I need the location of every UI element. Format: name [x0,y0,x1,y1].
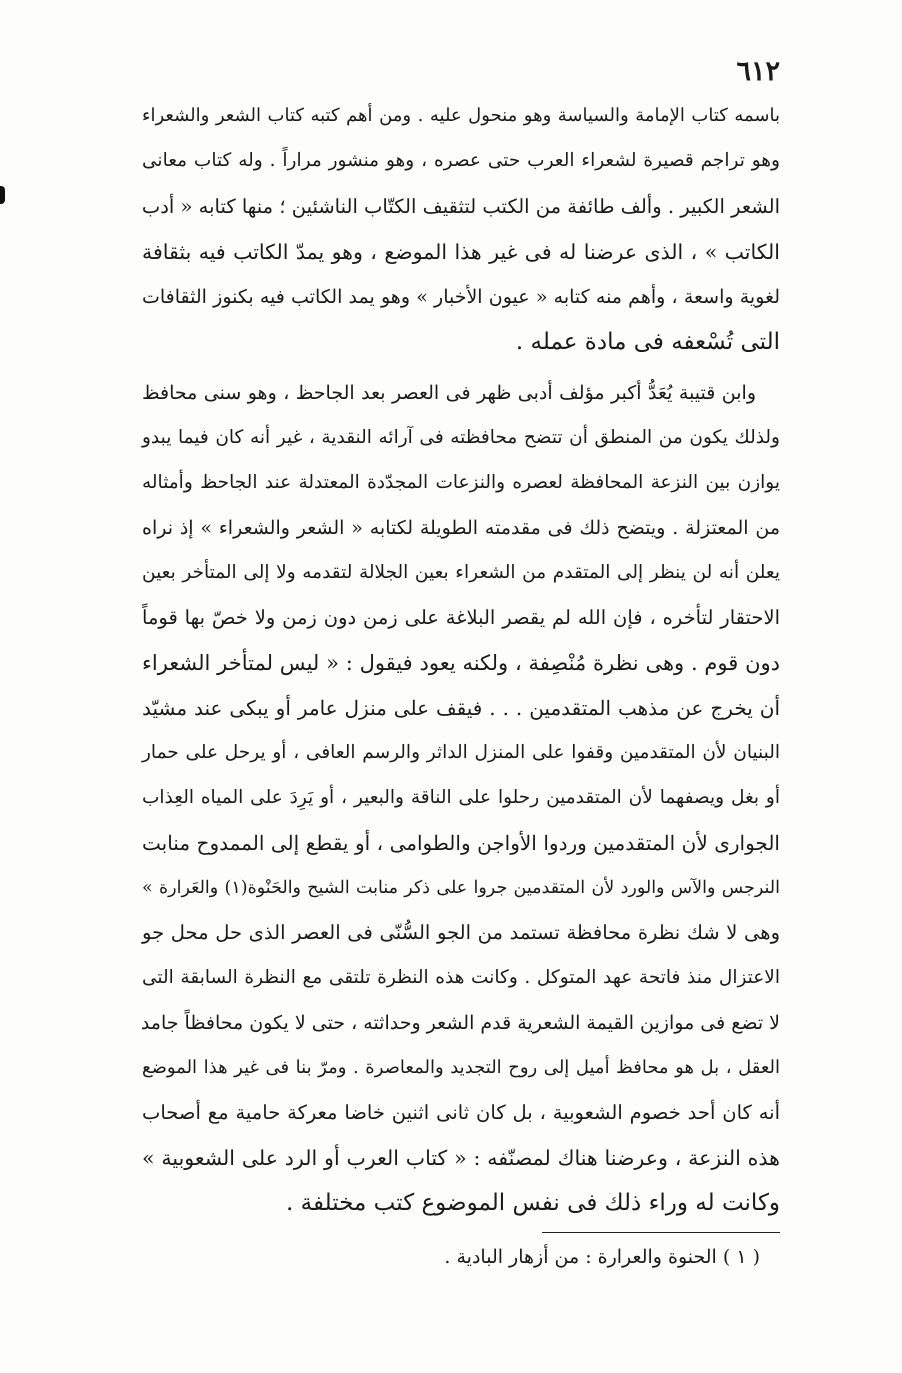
paragraph-2-line-8: أن يخرج عن مذهب المتقدمين . . . فيقف على منزل عامر أو يبكى عند مشيّد [142,696,780,720]
paragraph-2-line-7: دون قوم . وهى نظرة مُنْصِفة ، ولكنه يعود فيقول : « ليس لمتأخر الشعراء [142,651,780,675]
paragraph-2-line-16: العقل ، بل هو محافظ أميل إلى روح التجديد والمعاصرة . ومرّ بنا فى غير هذا الموضع [142,1057,780,1078]
paragraph-2-line-15: لا تضع فى موازين القيمة الشعرية قدم الشعر وحداثته ، حتى لا يكون محافظاً جامد [140,1012,780,1034]
footnote: ( ١ ) الحنوة والعرارة : من أزهار البادية . [444,1246,760,1268]
paragraph-2-line-17: أنه كان أحد خصوم الشعوبية ، بل كان ثانى اثنين خاضا معركة حامية مع أصحاب [142,1101,780,1124]
page-edge-mark [0,186,5,204]
paragraph-1-line-3: الشعر الكبير . وألف طائفة من الكتب لتثقيف الكتّاب الناشئين ؛ منها كتابه « أدب [141,195,780,218]
paragraph-2-line-5: يعلن أنه لن ينظر إلى المتقدم من الشعراء بعين الجلالة لتقدمه ولا إلى المتأخر بعين [142,562,780,583]
paragraph-1-line-1: باسمه كتاب الإمامة والسياسة وهو منحول عليه . ومن أهم كتبه كتاب الشعر والشعراء [142,105,780,126]
paragraph-1-line-2: وهو تراجم قصيرة لشعراء العرب حتى عصره ، وهو منشور مراراً . وله كتاب معانى [142,150,780,171]
paragraph-2-line-12: النرجس والآس والورد لأن المتقدمين جروا على ذكر منابت الشيح والحَنْوة(١) والعَرارة » [142,878,780,898]
paragraph-2-line-4: من المعتزلة . ويتضح ذلك فى مقدمته الطويلة لكتابه « الشعر والشعراء » إذ نراه [142,517,780,539]
paragraph-2-line-10: أو بغل ويصفهما لأن المتقدمين رحلوا على الناقة والبعير ، أو يَرِدَ على المياه العِذاب [142,787,780,808]
paragraph-2-line-9: البنيان لأن المتقدمين وقفوا على المنزل الداثر والرسم العافى ، أو يرحل على حمار [142,742,780,763]
paragraph-2-line-13: وهى لا شك نظرة محافظة تستمد من الجو السُّنّى فى العصر الذى حل محل جو [142,921,780,944]
paragraph-2-line-11: الجوارى لأن المتقدمين وردوا الأواجن والطوامى ، أو يقطع إلى الممدوح منابت [142,831,780,855]
paragraph-1-line-5: لغوية واسعة ، وأهم منه كتابه « عيون الأخبار » وهو يمد الكاتب فيه بكنوز الثقافات [142,286,780,308]
paragraph-1-line-6: التى تُسْعفه فى مادة عمله . [515,329,780,355]
paragraph-2-line-1: وابن قتيبة يُعَدُّ أكبر مؤلف أدبى ظهر فى العصر بعد الجاحظ ، وهو سنى محافظ [142,382,756,404]
paragraph-2-line-3: يوازن بين النزعة المحافظة لعصره والنزعات المجدّدة المعتدلة عند الجاحظ وأمثاله [142,472,780,493]
paragraph-2-line-2: ولذلك يكون من المنطق أن تتضح محافظته فى آرائه النقدية ، غير أنه كان فيما يبدو [142,427,780,448]
paragraph-2-line-6: الاحتقار لتأخره ، فإن الله لم يقصر البلاغة على زمن دون زمن ولا خصّ بها قوماً [142,606,780,629]
paragraph-2-line-19: وكانت له وراء ذلك فى نفس الموضوع كتب مختلفة . [286,1190,780,1216]
paragraph-2-line-14: الاعتزال منذ فاتحة عهد المتوكل . وكانت هذه النظرة تلتقى مع النظرة السابقة التى [142,967,780,988]
paragraph-2-line-18: هذه النزعة ، وعرضنا هناك لمصنّفه : « كتاب العرب أو الرد على الشعوبية » [142,1146,780,1170]
page-number: ٦١٢ [736,56,780,87]
footnote-divider [542,1232,780,1233]
paragraph-1-line-4: الكاتب » ، الذى عرضنا له فى غير هذا الموضع ، وهو يمدّ الكاتب فيه بثقافة [142,240,780,264]
